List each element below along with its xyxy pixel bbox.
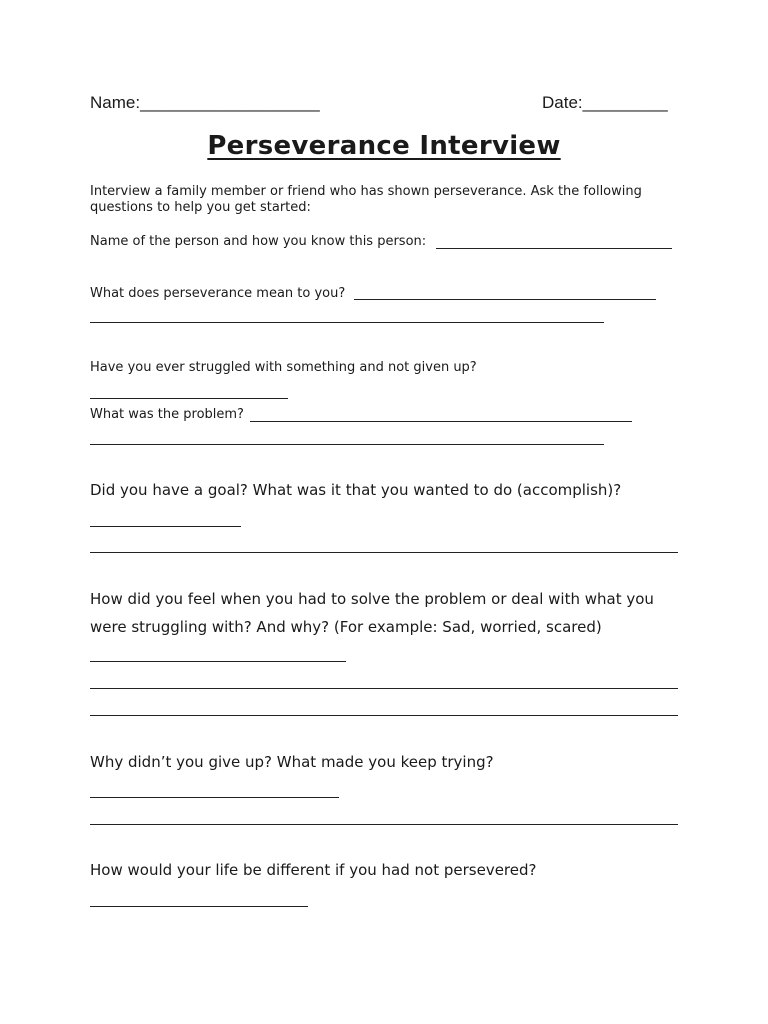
answer-line-struggled[interactable] [90, 398, 288, 399]
answer-line-goal[interactable] [90, 526, 241, 527]
question-goal: Did you have a goal? What was it that you wanted to do (accomplish)? [90, 481, 622, 499]
question-keep-trying: Why didn’t you give up? What made you keep trying? [90, 753, 494, 771]
answer-line-keep-trying-2[interactable] [90, 824, 678, 825]
question-perseverance-meaning: What does perseverance mean to you? [90, 286, 346, 301]
question-feelings-line-2: were struggling with? And why? (For example: Sad, worried, scared) [90, 618, 602, 636]
question-person-name: Name of the person and how you know this person: [90, 234, 427, 249]
question-struggled: Have you ever struggled with something and not given up? [90, 360, 477, 375]
name-field-label[interactable]: Name:___________________ [90, 93, 320, 112]
answer-line-perseverance-meaning[interactable] [354, 299, 656, 300]
question-feelings-line-1: How did you feel when you had to solve the problem or deal with what you [90, 590, 654, 608]
answer-line-person-name[interactable] [436, 248, 672, 249]
answer-line-perseverance-meaning-2[interactable] [90, 322, 604, 323]
answer-line-feelings[interactable] [90, 661, 346, 662]
answer-line-problem-2[interactable] [90, 444, 604, 445]
answer-line-feelings-2[interactable] [90, 688, 678, 689]
answer-line-goal-2[interactable] [90, 552, 678, 553]
answer-line-feelings-3[interactable] [90, 715, 678, 716]
intro-line-1: Interview a family member or friend who has shown perseverance. Ask the following [90, 184, 642, 199]
intro-line-2: questions to help you get started: [90, 200, 311, 215]
question-problem: What was the problem? [90, 407, 244, 422]
answer-line-keep-trying[interactable] [90, 797, 339, 798]
question-life-different: How would your life be different if you had not persevered? [90, 861, 537, 879]
page-title: Perseverance Interview [207, 131, 561, 161]
answer-line-problem[interactable] [250, 421, 632, 422]
date-field-label[interactable]: Date:_________ [542, 93, 668, 112]
answer-line-life-different[interactable] [90, 906, 308, 907]
